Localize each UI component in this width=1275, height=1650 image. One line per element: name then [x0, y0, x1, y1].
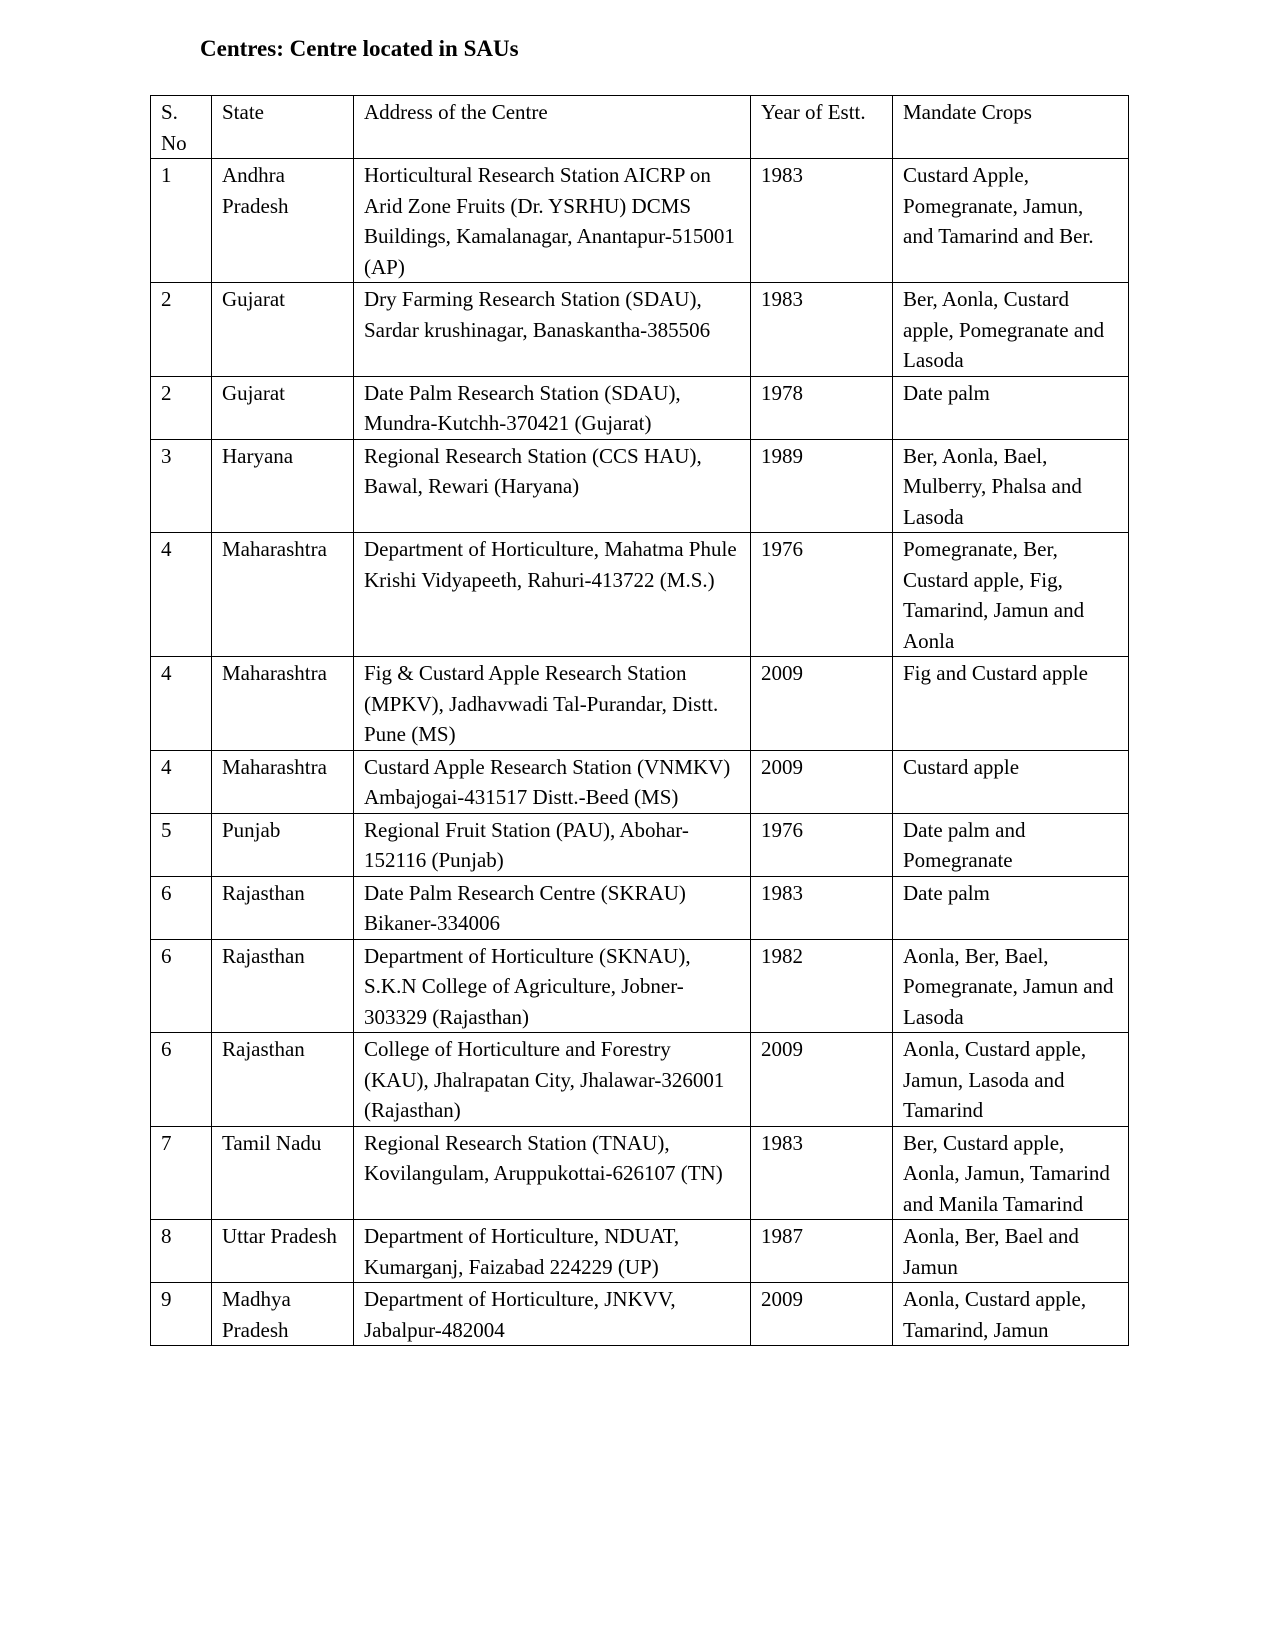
cell-year: 1983: [751, 876, 893, 939]
header-year: Year of Estt.: [751, 96, 893, 159]
cell-address: Department of Horticulture, JNKVV, Jabalpur-482004: [354, 1283, 751, 1346]
table-row: [151, 1126, 1129, 1220]
cell-year: 1978: [751, 376, 893, 439]
table-row: [151, 657, 1129, 751]
cell-crops: Aonla, Custard apple, Jamun, Lasoda and Tamarind: [893, 1033, 1129, 1127]
table-row: [151, 439, 1129, 533]
cell-state: Maharashtra: [212, 533, 354, 657]
cell-year: 1983: [751, 159, 893, 283]
cell-state: Punjab: [212, 813, 354, 876]
cell-year: 1976: [751, 533, 893, 657]
cell-address: Regional Research Station (CCS HAU), Bawal, Rewari (Haryana): [354, 439, 751, 533]
cell-crops: Aonla, Ber, Bael and Jamun: [893, 1220, 1129, 1283]
cell-year: 1989: [751, 439, 893, 533]
cell-year: 1976: [751, 813, 893, 876]
cell-year: 1987: [751, 1220, 893, 1283]
cell-sno: 4: [151, 750, 212, 813]
cell-year: 1983: [751, 283, 893, 377]
cell-address: Regional Fruit Station (PAU), Abohar-152116 (Punjab): [354, 813, 751, 876]
cell-address: College of Horticulture and Forestry (KAU), Jhalrapatan City, Jhalawar-326001 (Rajasthan): [354, 1033, 751, 1127]
cell-state: Maharashtra: [212, 750, 354, 813]
cell-year: 2009: [751, 1033, 893, 1127]
cell-year: 2009: [751, 750, 893, 813]
cell-sno: 9: [151, 1283, 212, 1346]
cell-address: Fig & Custard Apple Research Station (MPKV), Jadhavwadi Tal-Purandar, Distt. Pune (MS): [354, 657, 751, 751]
cell-state: Gujarat: [212, 283, 354, 377]
cell-crops: Ber, Aonla, Bael, Mulberry, Phalsa and Lasoda: [893, 439, 1129, 533]
cell-sno: 2: [151, 283, 212, 377]
table-row: [151, 750, 1129, 813]
cell-crops: Aonla, Ber, Bael, Pomegranate, Jamun and Lasoda: [893, 939, 1129, 1033]
cell-crops: Date palm: [893, 876, 1129, 939]
cell-sno: 6: [151, 939, 212, 1033]
cell-crops: Custard Apple, Pomegranate, Jamun, and Tamarind and Ber.: [893, 159, 1129, 283]
header-sno: S. No: [151, 96, 212, 159]
cell-sno: 8: [151, 1220, 212, 1283]
table-row: [151, 1033, 1129, 1127]
cell-sno: 6: [151, 1033, 212, 1127]
cell-state: Rajasthan: [212, 1033, 354, 1127]
cell-sno: 7: [151, 1126, 212, 1220]
cell-crops: Ber, Aonla, Custard apple, Pomegranate and Lasoda: [893, 283, 1129, 377]
cell-crops: Fig and Custard apple: [893, 657, 1129, 751]
cell-sno: 4: [151, 657, 212, 751]
cell-state: Uttar Pradesh: [212, 1220, 354, 1283]
table-body: [151, 159, 1129, 1346]
header-state: State: [212, 96, 354, 159]
cell-address: Department of Horticulture, NDUAT, Kumarganj, Faizabad 224229 (UP): [354, 1220, 751, 1283]
table-header-row: [151, 96, 1129, 159]
cell-state: Gujarat: [212, 376, 354, 439]
cell-year: 2009: [751, 657, 893, 751]
cell-crops: Custard apple: [893, 750, 1129, 813]
cell-state: Haryana: [212, 439, 354, 533]
cell-address: Department of Horticulture (SKNAU), S.K.N College of Agriculture, Jobner-303329 (Rajasthan): [354, 939, 751, 1033]
header-crops: Mandate Crops: [893, 96, 1129, 159]
cell-year: 1982: [751, 939, 893, 1033]
cell-crops: Ber, Custard apple, Aonla, Jamun, Tamarind and Manila Tamarind: [893, 1126, 1129, 1220]
cell-state: Madhya Pradesh: [212, 1283, 354, 1346]
cell-state: Rajasthan: [212, 939, 354, 1033]
cell-sno: 5: [151, 813, 212, 876]
table-row: [151, 813, 1129, 876]
header-address: Address of the Centre: [354, 96, 751, 159]
cell-address: Date Palm Research Station (SDAU), Mundra-Kutchh-370421 (Gujarat): [354, 376, 751, 439]
cell-sno: 3: [151, 439, 212, 533]
table-row: [151, 1283, 1129, 1346]
cell-state: Rajasthan: [212, 876, 354, 939]
cell-address: Dry Farming Research Station (SDAU), Sardar krushinagar, Banaskantha-385506: [354, 283, 751, 377]
cell-crops: Date palm and Pomegranate: [893, 813, 1129, 876]
cell-state: Andhra Pradesh: [212, 159, 354, 283]
centres-table: [150, 95, 1129, 1346]
cell-address: Department of Horticulture, Mahatma Phule Krishi Vidyapeeth, Rahuri-413722 (M.S.): [354, 533, 751, 657]
page-title: Centres: Centre located in SAUs: [200, 36, 519, 61]
cell-year: 1983: [751, 1126, 893, 1220]
table-row: [151, 283, 1129, 377]
cell-sno: 2: [151, 376, 212, 439]
cell-crops: Pomegranate, Ber, Custard apple, Fig, Tamarind, Jamun and Aonla: [893, 533, 1129, 657]
cell-state: Maharashtra: [212, 657, 354, 751]
cell-sno: 4: [151, 533, 212, 657]
cell-state: Tamil Nadu: [212, 1126, 354, 1220]
cell-crops: Aonla, Custard apple, Tamarind, Jamun: [893, 1283, 1129, 1346]
cell-crops: Date palm: [893, 376, 1129, 439]
table-row: [151, 376, 1129, 439]
cell-address: Date Palm Research Centre (SKRAU) Bikaner-334006: [354, 876, 751, 939]
cell-sno: 1: [151, 159, 212, 283]
cell-address: Regional Research Station (TNAU), Kovilangulam, Aruppukottai-626107 (TN): [354, 1126, 751, 1220]
cell-address: Custard Apple Research Station (VNMKV) Ambajogai-431517 Distt.-Beed (MS): [354, 750, 751, 813]
cell-address: Horticultural Research Station AICRP on Arid Zone Fruits (Dr. YSRHU) DCMS Buildings, Kamalanagar, Anantapur-515001 (AP): [354, 159, 751, 283]
table-row: [151, 533, 1129, 657]
cell-sno: 6: [151, 876, 212, 939]
table-row: [151, 939, 1129, 1033]
table-row: [151, 1220, 1129, 1283]
table-row: [151, 876, 1129, 939]
cell-year: 2009: [751, 1283, 893, 1346]
table-row: [151, 159, 1129, 283]
